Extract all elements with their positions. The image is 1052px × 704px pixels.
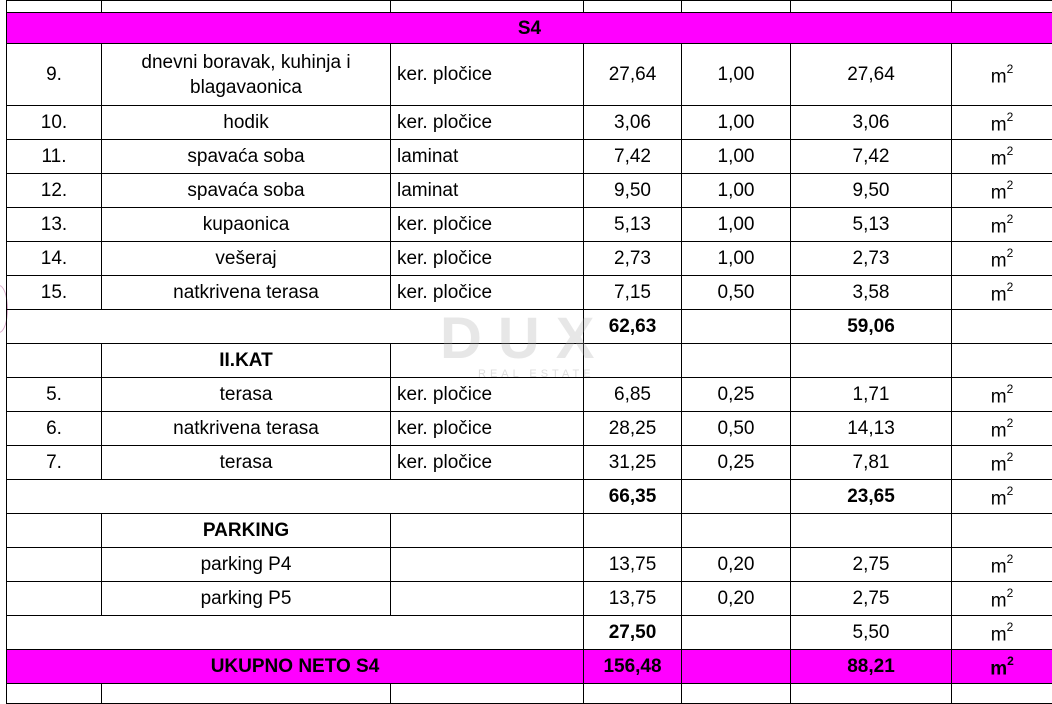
total-net: 88,21 <box>791 650 952 684</box>
net-area-value: 3,06 <box>791 106 952 140</box>
room-name: kupaonica <box>102 208 391 242</box>
room-name: hodik <box>102 106 391 140</box>
area-value: 6,85 <box>584 378 682 412</box>
parking-header-row <box>7 514 1052 548</box>
unit-cell: $m^2$ <box>952 106 1052 140</box>
area-value: 27,64 <box>584 44 682 106</box>
row-number: 10. <box>7 106 102 140</box>
area-value: 31,25 <box>584 446 682 480</box>
net-area-value: 1,71 <box>791 378 952 412</box>
subtotal-row-parking <box>7 616 1052 650</box>
room-name: spavaća soba <box>102 174 391 208</box>
unit-cell: $m^2$ <box>952 208 1052 242</box>
floor-material: ker. pločice <box>391 378 584 412</box>
floor-material: laminat <box>391 174 584 208</box>
row-number: 9. <box>7 44 102 106</box>
net-area-value: 27,64 <box>791 44 952 106</box>
area-value: 28,25 <box>584 412 682 446</box>
parking-rows <box>7 548 1052 616</box>
room-name: natkrivena terasa <box>102 412 391 446</box>
coefficient-value: 0,50 <box>682 412 791 446</box>
room-name: parking P4 <box>102 548 391 582</box>
room-name: terasa <box>102 446 391 480</box>
s4-rows <box>7 44 1052 310</box>
coefficient-value: 1,00 <box>682 44 791 106</box>
room-name: terasa <box>102 378 391 412</box>
unit-cell: $m^2$ <box>952 242 1052 276</box>
coefficient-value: 1,00 <box>682 208 791 242</box>
floor-material: ker. pločice <box>391 106 584 140</box>
row-number: 11. <box>7 140 102 174</box>
subtotal-area: 66,35 <box>584 480 682 514</box>
floor-material: ker. pločice <box>391 446 584 480</box>
coefficient-value: 0,20 <box>682 548 791 582</box>
table-row <box>7 276 1052 310</box>
floor-material: laminat <box>391 140 584 174</box>
unit-cell: $m^2$ <box>952 412 1052 446</box>
table-row <box>7 412 1052 446</box>
kat-rows <box>7 378 1052 480</box>
floor-material: ker. pločice <box>391 412 584 446</box>
table-row <box>7 174 1052 208</box>
row-number: 12. <box>7 174 102 208</box>
unit-cell: $m^2$ <box>952 378 1052 412</box>
area-value: 3,06 <box>584 106 682 140</box>
area-value: 2,73 <box>584 242 682 276</box>
net-area-value: 2,75 <box>791 548 952 582</box>
coefficient-value: 0,25 <box>682 378 791 412</box>
table-row <box>7 106 1052 140</box>
unit-cell: $m^2$ <box>952 44 1052 106</box>
room-name: spavaća soba <box>102 140 391 174</box>
table-row <box>7 242 1052 276</box>
coefficient-value: 0,50 <box>682 276 791 310</box>
coefficient-value: 0,25 <box>682 446 791 480</box>
net-area-value: 7,81 <box>791 446 952 480</box>
cropped-row <box>7 1 1052 13</box>
area-value: 13,75 <box>584 582 682 616</box>
table-row <box>7 548 1052 582</box>
row-number: 13. <box>7 208 102 242</box>
coefficient-value: 1,00 <box>682 174 791 208</box>
net-area-value: 2,75 <box>791 582 952 616</box>
floor-material: ker. pločice <box>391 44 584 106</box>
subtotal-net: 23,65 <box>791 480 952 514</box>
kat-title: II.KAT <box>102 344 391 378</box>
floor-material: ker. pločice <box>391 242 584 276</box>
subtotal-area: 27,50 <box>584 616 682 650</box>
unit-cell: $m^2$ <box>952 276 1052 310</box>
subtotal-net: 5,50 <box>791 616 952 650</box>
parking-title: PARKING <box>102 514 391 548</box>
table-row <box>7 44 1052 106</box>
area-value: 13,75 <box>584 548 682 582</box>
room-name: natkrivena terasa <box>102 276 391 310</box>
room-name: dnevni boravak, kuhinja i blagavaonica <box>102 44 391 106</box>
section-header-row <box>7 13 1052 44</box>
total-label: UKUPNO NETO S4 <box>7 650 584 684</box>
subtotal-row-s4 <box>7 310 1052 344</box>
watermark-subtext: REAL ESTATE <box>478 368 595 380</box>
row-number: 6. <box>7 412 102 446</box>
net-area-value: 14,13 <box>791 412 952 446</box>
subtotal-area: 62,63 <box>584 310 682 344</box>
unit-cell: $m^2$ <box>952 480 1052 514</box>
area-table <box>6 0 1052 704</box>
area-value: 9,50 <box>584 174 682 208</box>
net-area-value: 9,50 <box>791 174 952 208</box>
table-row <box>7 140 1052 174</box>
room-name: vešeraj <box>102 242 391 276</box>
section-title: S4 <box>7 13 1052 44</box>
unit-cell: $m^2$ <box>952 582 1052 616</box>
row-number: 7. <box>7 446 102 480</box>
subtotal-net: 59,06 <box>791 310 952 344</box>
table-row <box>7 208 1052 242</box>
total-row <box>7 650 1052 684</box>
area-value: 7,15 <box>584 276 682 310</box>
unit-cell: $m^2$ <box>952 174 1052 208</box>
net-area-value: 2,73 <box>791 242 952 276</box>
net-area-value: 5,13 <box>791 208 952 242</box>
unit-cell: $m^2$ <box>952 140 1052 174</box>
room-name: parking P5 <box>102 582 391 616</box>
unit-cell: $m^2$ <box>952 650 1052 684</box>
unit-cell: $m^2$ <box>952 616 1052 650</box>
floor-material: ker. pločice <box>391 276 584 310</box>
area-value: 7,42 <box>584 140 682 174</box>
watermark-logo: DUX <box>440 305 610 372</box>
unit-cell: $m^2$ <box>952 548 1052 582</box>
table-row <box>7 378 1052 412</box>
coefficient-value: 0,20 <box>682 582 791 616</box>
subtotal-row-kat <box>7 480 1052 514</box>
coefficient-value: 1,00 <box>682 106 791 140</box>
kat-header-row <box>7 344 1052 378</box>
table-row <box>7 446 1052 480</box>
row-number: 14. <box>7 242 102 276</box>
total-area: 156,48 <box>584 650 682 684</box>
table-row <box>7 582 1052 616</box>
coefficient-value: 1,00 <box>682 140 791 174</box>
net-area-value: 3,58 <box>791 276 952 310</box>
floor-material: ker. pločice <box>391 208 584 242</box>
row-number: 15. <box>7 276 102 310</box>
area-value: 5,13 <box>584 208 682 242</box>
cropped-row <box>7 684 1052 704</box>
coefficient-value: 1,00 <box>682 242 791 276</box>
unit-cell: $m^2$ <box>952 446 1052 480</box>
row-number: 5. <box>7 378 102 412</box>
net-area-value: 7,42 <box>791 140 952 174</box>
